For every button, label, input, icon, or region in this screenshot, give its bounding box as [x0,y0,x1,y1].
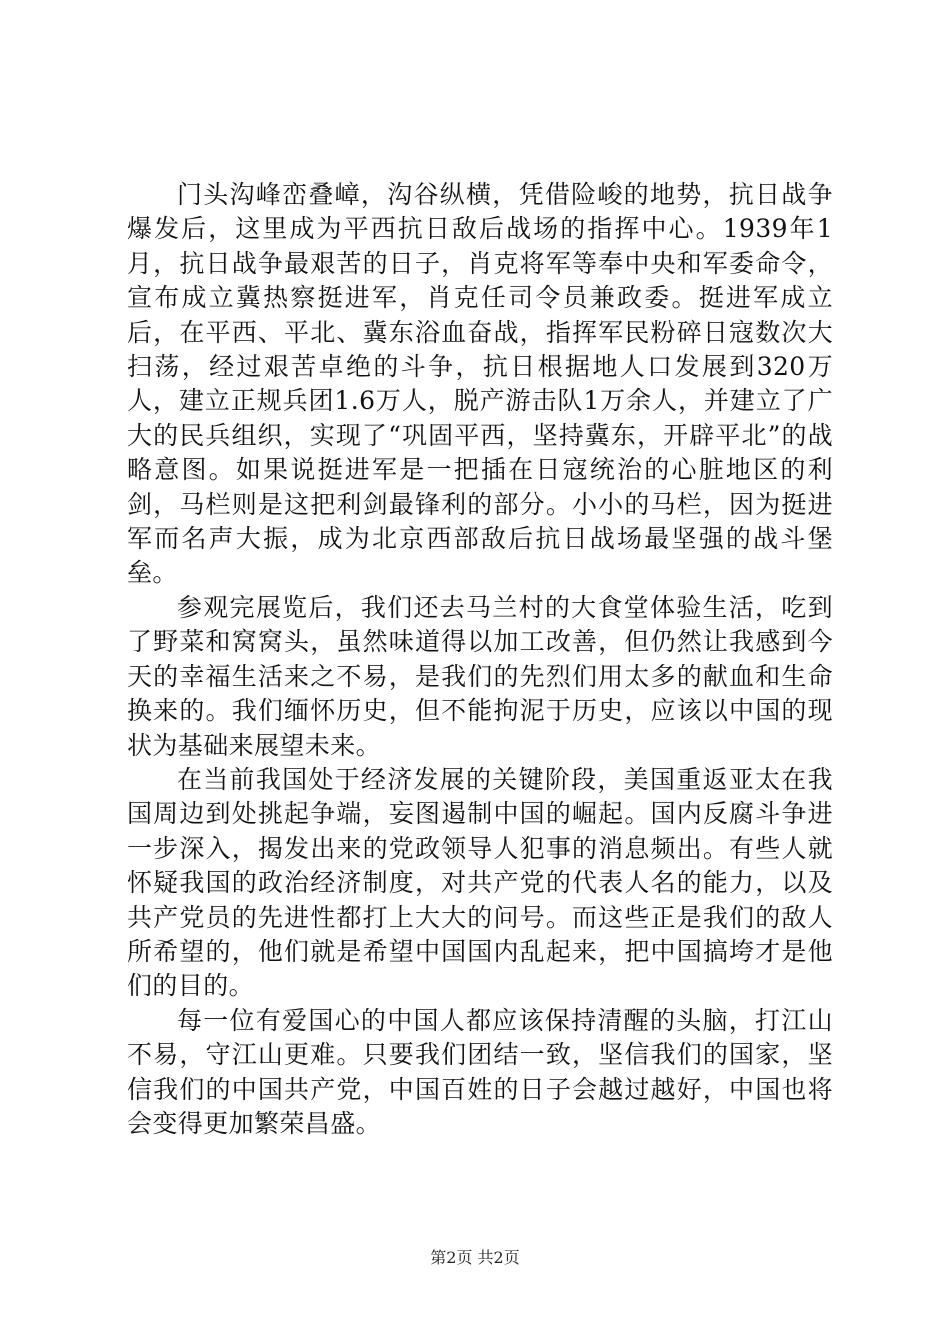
page-number-footer: 第2页 共2页 [430,1248,520,1267]
paragraph-1: 门头沟峰峦叠嶂，沟谷纵横，凭借险峻的地势，抗日战争爆发后，这里成为平西抗日敌后战场的指挥中心。1939年1月，抗日战争最艰苦的日子，肖克将军等奉中央和军委命令，宣布成立冀热察挺进军，肖克任司令员兼政委。挺进军成立后，在平西、平北、冀东浴血奋战，指挥军民粉碎日寇数次大扫荡，经过艰苦卓绝的斗争，抗日根据地人口发展到320万人，建立正规兵团1.6万人，脱产游击队1万余人，并建立了广大的民兵组织，实现了“巩固平西，坚持冀东，开辟平北”的战略意图。如果说挺进军是一把插在日寇统治的心脏地区的利剑，马栏则是这把利剑最锋利的部分。小小的马栏，因为挺进军而名声大振，成为北京西部敌后抗日战场最坚强的战斗堡垒。 [127,180,833,588]
paragraph-2: 参观完展览后，我们还去马兰村的大食堂体验生活，吃到了野菜和窝窝头，虽然味道得以加工改善，但仍然让我感到今天的幸福生活来之不易，是我们的先烈们用太多的献血和生命换来的。我们缅怀历史，但不能拘泥于历史，应该以中国的现状为基础来展望未来。 [127,592,833,760]
document-body [127,178,833,1141]
paragraph-4: 每一位有爱国心的中国人都应该保持清醒的头脑，打江山不易，守江山更难。只要我们团结一致，坚信我们的国家，坚信我们的中国共产党，中国百姓的日子会越过越好，中国也将会变得更加繁荣昌盛。 [127,1005,833,1138]
paragraph-3: 在当前我国处于经济发展的关键阶段，美国重返亚太在我国周边到处挑起争端，妄图遏制中国的崛起。国内反腐斗争进一步深入，揭发出来的党政领导人犯事的消息频出。有些人就怀疑我国的政治经济制度，对共产党的代表人名的能力，以及共产党员的先进性都打上大大的问号。而这些正是我们的敌人所希望的，他们就是希望中国国内乱起来，把中国搞垮才是他们的目的。 [127,764,833,1001]
